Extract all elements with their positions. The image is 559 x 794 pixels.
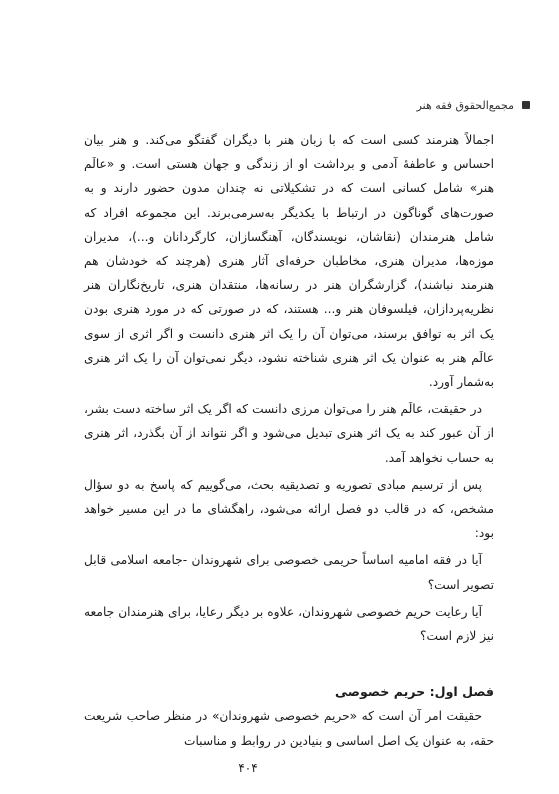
question-one: آیا در فقه امامیه اساساً حریمی خصوصی برای شهروندان -جامعه اسلامی قابل تصویر است؟ [84, 553, 494, 592]
paragraph-questions-intro: پس از ترسیم مبادی تصوریه و تصدیقیه بحث، می‌گوییم که پاسخ به دو سؤال مشخص، که در قالب دو فصل ارائه می‌شود، راهگشای ما در این مسیر خواهد بود: [84, 477, 494, 541]
question-two: آیا رعایت حریم خصوصی شهروندان، علاوه بر دیگر رعایا، برای هنرمندان جامعه نیز لازم است؟ [84, 604, 494, 644]
section-heading: فصل اول: حریم خصوصی [335, 684, 494, 700]
body-text [84, 128, 494, 756]
running-header [352, 95, 530, 115]
paragraph-art-world: در حقیقت، عالَم هنر را می‌توان مرزی دانست که اگر یک اثر ساخته دست بشر، از آن عبور کند به یک اثر هنری تبدیل می‌شود و اگر نتواند از آن بگذرد، اثر هنری به حساب نخواهد آمد. [84, 402, 494, 465]
page-number: ۴۰۴ [238, 761, 258, 775]
section-paragraph: حقیقت امر آن است که «حریم خصوصی شهروندان» در منظر صاحب شریعت حقه، به عنوان یک اصل اساسی و بنیادین در روابط و مناسبات [84, 709, 494, 748]
paragraph-intro: اجمالاً هنرمند کسی است که با زبان هنر با دیگران گفتگو می‌کند. و هنر بیان احساس و عاطفهٔ آدمی و برداشت او از زندگی و جهان هستی است. و «عالَم هنر» شامل کسانی است که در تشکیلاتی نه چندان مدون حضور دارند و به صورت‌های گوناگون در ارتباط با یکدیگر به‌سرمی‌برند. این مجموعه افراد که شامل هنرمندان (نقاشان، نویسندگان، آهنگسازان، کارگردانان و...)، مدیران موزه‌ها، مدیران هنری، مخاطبان حرفه‌ای آثار هنری (هرچند که خودشان هم هنرمند نباشند)، گزارشگران هنر در رسانه‌ها، منتقدان هنری، تاریخ‌نگاران هنر نظریه‌پردازان، فیلسوفان هنر و... هستند، که در صورتی که در مورد هنری بودن یک اثر به توافق برسند، می‌توان آن را یک اثر هنری دانست و اگر اثری از سوی عالَم هنر به عنوان یک اثر هنری شناخته نشود، دیگر نمی‌توان آن را یک اثر هنری به‌شمار آورد. [84, 133, 494, 390]
running-title: مجمع‌الحقوق فقه هنر [416, 98, 514, 112]
header-marker-icon [522, 101, 530, 109]
